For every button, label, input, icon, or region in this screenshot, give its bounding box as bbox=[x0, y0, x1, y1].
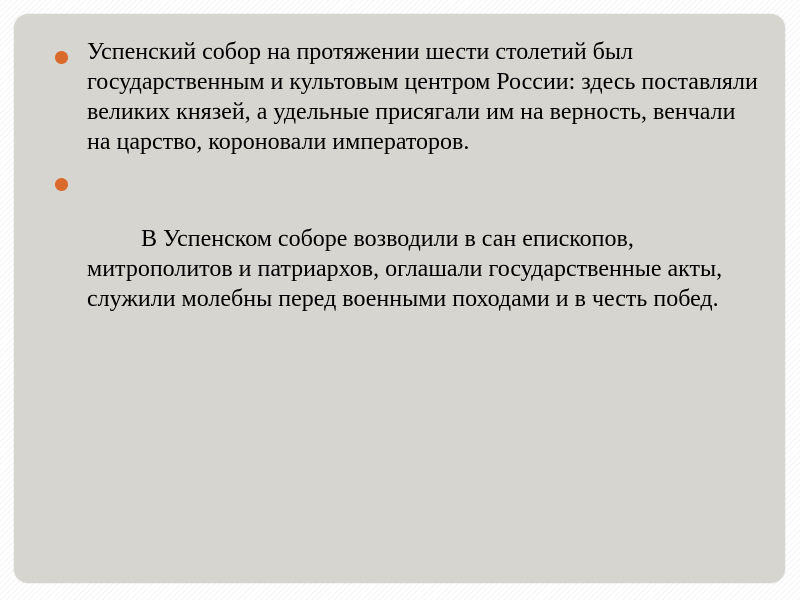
bullet-dot-icon bbox=[55, 178, 68, 191]
bullet-item bbox=[44, 164, 764, 344]
bullet-list bbox=[44, 37, 764, 351]
bullet-text: В Успенском соборе возводили в сан епископов, митрополитов и патриархов, оглашали государственные акты, служили молебны перед военными походами и в честь побед. bbox=[87, 226, 729, 312]
bullet-text: Успенский собор на протяжении шести столетий был государственным и культовым центром России: здесь поставляли великих князей, а удельные присягали им на верность, венчали на царство, короновали императоров. bbox=[87, 39, 758, 155]
bullet-item bbox=[44, 37, 764, 157]
bullet-dot-icon bbox=[55, 51, 68, 64]
slide-panel bbox=[14, 14, 785, 583]
